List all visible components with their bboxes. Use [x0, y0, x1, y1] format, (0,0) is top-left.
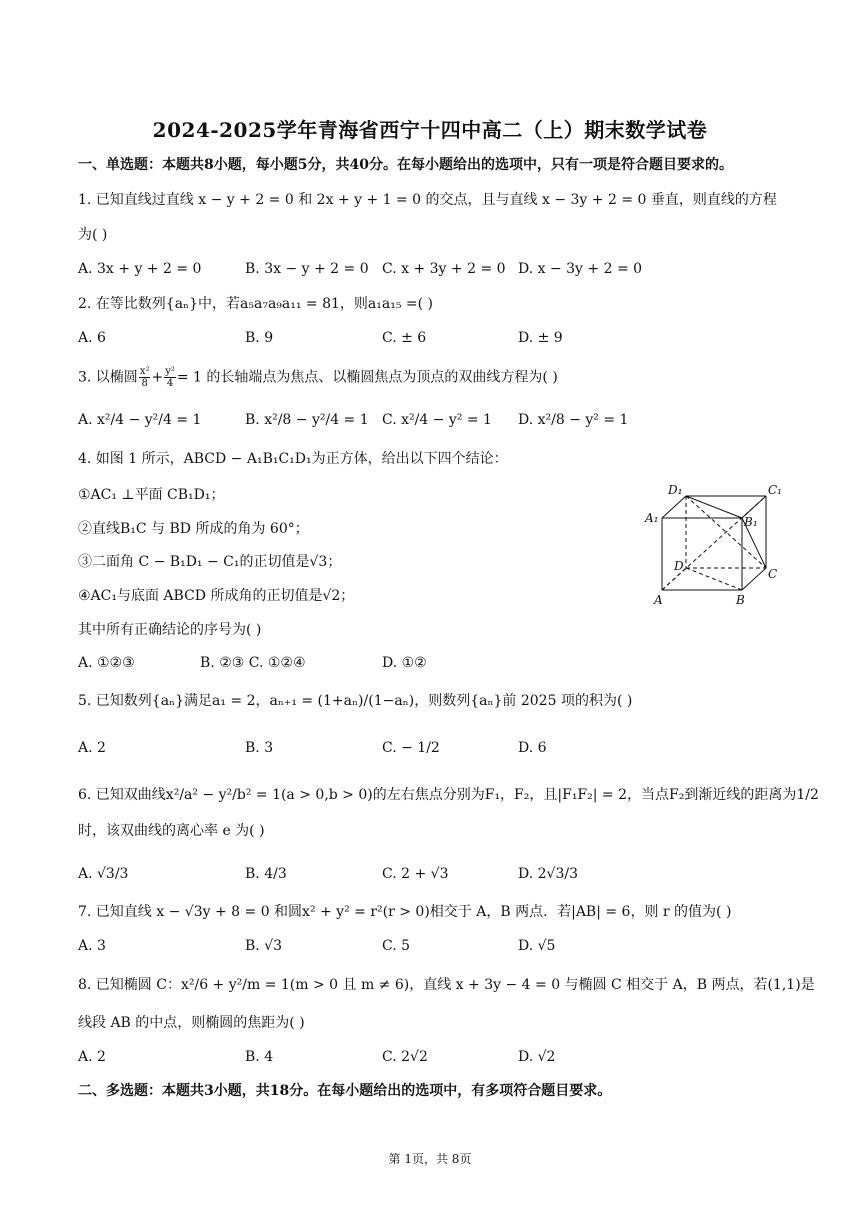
q7-option-a: A. 3 — [78, 938, 106, 954]
q3-suffix: = 1 的长轴端点为焦点、以椭圆焦点为顶点的双曲线方程为( ) — [176, 369, 558, 386]
q3-prefix: 3. 以椭圆 — [78, 369, 138, 386]
q3-frac1-num: x² — [139, 366, 150, 377]
label-d1: D₁ — [668, 483, 683, 497]
q2-option-c: C. ± 6 — [382, 330, 427, 346]
label-a1: A₁ — [645, 511, 659, 525]
label-d: D — [674, 559, 684, 573]
q3-option-d: D. x²/8 − y² = 1 — [518, 412, 629, 428]
label-c: C — [768, 567, 778, 581]
question-6-text: 6. 已知双曲线x²/a² − y²/b² = 1(a > 0,b > 0)的左右焦点分别为F₁，F₂，且|F₁F₂| = 2，当点F₂到渐近线的距离为1/2 — [78, 787, 819, 803]
q4-question: 其中所有正确结论的序号为( ) — [78, 622, 262, 638]
q6-option-b: B. 4/3 — [245, 866, 287, 882]
q4-statement-1: ①AC₁ ⊥平面 CB₁D₁； — [78, 487, 225, 503]
label-b: B — [736, 593, 745, 607]
q6-option-a: A. √3/3 — [78, 866, 129, 882]
section-heading-multiple-choice: 二、多选题：本题共3小题，共18分。在每小题给出的选项中，有多项符合题目要求。 — [78, 1083, 612, 1099]
q4-statement-4: ④AC₁与底面 ABCD 所成角的正切值是√2； — [78, 588, 355, 604]
q7-option-b: B. √3 — [245, 938, 283, 954]
question-5-text: 5. 已知数列{aₙ}满足a₁ = 2，aₙ₊₁ = (1+aₙ)/(1−aₙ)，则数列{aₙ}前 2025 项的积为( ) — [78, 693, 633, 709]
q5-option-a: A. 2 — [78, 740, 106, 756]
q2-option-a: A. 6 — [78, 330, 106, 346]
page-title: 2024-2025学年青海省西宁十四中高二（上）期末数学试卷 — [152, 118, 708, 142]
q1-option-c: C. x + 3y + 2 = 0 — [382, 261, 506, 277]
q2-option-d: D. ± 9 — [518, 330, 563, 346]
q1-option-b: B. 3x − y + 2 = 0 — [245, 261, 369, 277]
q6-option-c: C. 2 + √3 — [382, 866, 449, 882]
question-8-text-cont: 线段 AB 的中点，则椭圆的焦距为( ) — [78, 1015, 305, 1031]
q8-option-d: D. √2 — [518, 1049, 556, 1065]
question-3-text: 3. 以椭圆 $\frac{\text{x²}}{8}$ + $\frac{\text{y²}}{4}$ = 1 的长轴端点为焦点、以椭圆焦点为顶点的双曲线方程为( ) — [78, 366, 558, 389]
q1-option-a: A. 3x + y + 2 = 0 — [78, 261, 202, 277]
q3-option-a: A. x²/4 − y²/4 = 1 — [78, 412, 202, 428]
q7-option-d: D. √5 — [518, 938, 556, 954]
q2-option-b: B. 9 — [245, 330, 274, 346]
q3-option-b: B. x²/8 − y²/4 = 1 — [245, 412, 369, 428]
section-heading-single-choice: 一、单选题：本题共8小题，每小题5分，共40分。在每小题给出的选项中，只有一项是符合题目要求的。 — [78, 157, 733, 173]
question-7-text: 7. 已知直线 x − √3y + 8 = 0 和圆x² + y² = r²(r > 0)相交于 A，B 两点．若|AB| = 6，则 r 的值为( ) — [78, 904, 732, 920]
q6-option-d: D. 2√3/3 — [518, 866, 578, 882]
q3-fraction-2 — [164, 366, 176, 389]
q8-option-b: B. 4 — [245, 1049, 274, 1065]
question-4-text: 4. 如图 1 所示，ABCD − A₁B₁C₁D₁为正方体，给出以下四个结论： — [78, 451, 508, 467]
q3-fraction-1 — [139, 366, 151, 389]
q8-option-a: A. 2 — [78, 1049, 106, 1065]
q4-statement-2: ②直线B₁C 与 BD 所成的角为 60°； — [78, 521, 309, 537]
label-a: A — [654, 593, 663, 607]
q5-option-d: D. 6 — [518, 740, 547, 756]
q5-option-b: B. 3 — [245, 740, 274, 756]
q4-option-a: A. ①②③ — [78, 655, 135, 671]
q7-option-c: C. 5 — [382, 938, 411, 954]
q3-frac2-den: 4 — [166, 378, 174, 389]
q5-option-c: C. − 1/2 — [382, 740, 440, 756]
question-8-text: 8. 已知椭圆 C：x²/6 + y²/m = 1(m > 0 且 m ≠ 6)，直线 x + 3y − 4 = 0 与椭圆 C 相交于 A，B 两点，若(1,1)是 — [78, 977, 815, 993]
q8-option-c: C. 2√2 — [382, 1049, 428, 1065]
q3-option-c: C. x²/4 − y² = 1 — [382, 412, 492, 428]
q4-statement-3: ③二面角 C − B₁D₁ − C₁的正切值是√3； — [78, 554, 342, 570]
cube-figure — [640, 482, 790, 612]
q3-frac2-num: y² — [165, 366, 175, 377]
label-c1: C₁ — [768, 483, 782, 497]
page-footer: 第 1页，共 8页 — [388, 1152, 472, 1166]
question-2-text: 2. 在等比数列{aₙ}中，若a₅a₇a₉a₁₁ = 81，则a₁a₁₅ =( ) — [78, 296, 434, 312]
q4-option-bc: B. ②③ C. ①②④ — [200, 655, 306, 671]
q1-option-d: D. x − 3y + 2 = 0 — [518, 261, 643, 277]
question-1-text-cont: 为( ) — [78, 227, 108, 243]
q4-option-d: D. ①② — [382, 655, 427, 671]
q3-frac1-den: 8 — [141, 378, 148, 389]
question-1-text: 1. 已知直线过直线 x − y + 2 = 0 和 2x + y + 1 = 0 的交点，且与直线 x − 3y + 2 = 0 垂直，则直线的方程 — [78, 192, 777, 208]
question-6-text-cont: 时，该双曲线的离心率 e 为( ) — [78, 823, 265, 839]
label-b1: B₁ — [744, 515, 758, 529]
